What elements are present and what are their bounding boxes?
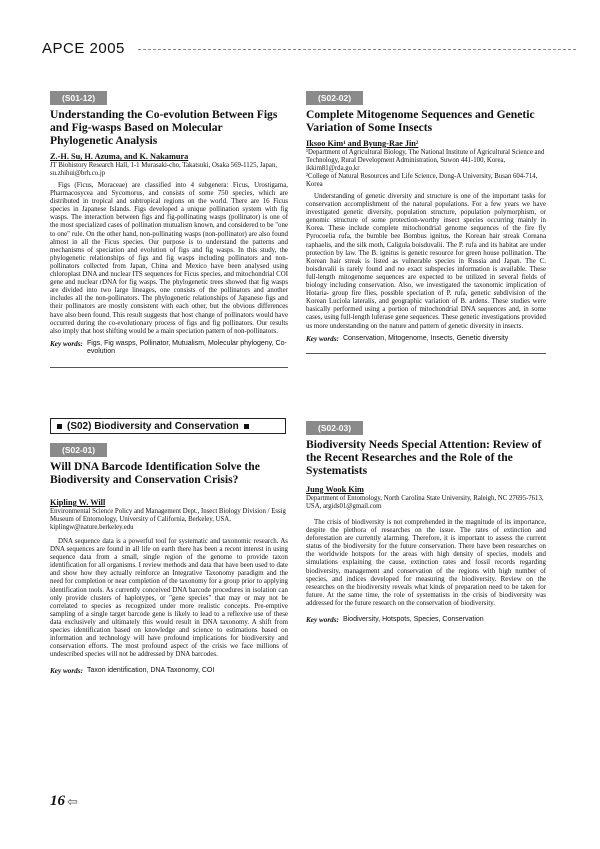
paper-code-badge: (S01-12)	[50, 91, 107, 105]
keywords-label: Key words:	[50, 339, 83, 348]
keywords-text: Biodiversity, Hotspots, Species, Conservation	[342, 616, 484, 624]
paper-affiliation: Department of Entomology, North Carolina State University, Raleigh, NC 27695-7613, USA, argids01@gmail.com	[306, 495, 544, 510]
paper-code-badge: (S02-03)	[306, 421, 363, 435]
bullet-square-icon	[244, 424, 249, 429]
paper-abstract: The crisis of biodiversity is not comprehended in the magnitude of its importance, despite the plethora of researches on the issue. The rates of extinction and deforestation are currently alarming. Therefore, it is important to assess the current status of the biodiversity for the future conservation. There have been researches on the worldwide hotspots for the areas with high density of species, models and simulations explaining the cause, extinction rates and fossil records regarding biodiversity, management and conservation of the regions with high number of species, and indices developed for measuring the biodiversity. Review on the researches on the biodiversity reveals what kinds of preparation need to be taken for future. At the same time, the role of systematists in the crisis of biodiversity was addressed for the future research on the conservation of biodiversity.	[306, 519, 546, 607]
paper-abstract: Figs (Ficus, Moraceae) are classified into 4 subgenera: Ficus, Urostigama, Pharmacosycea and Sycomorus, and consists of some 750 species, which are distributed in tropical and subtropical regions on the world. There are 16 Ficus species in Japanese Islands. Figs developed a unique pollination system with fig wasps. The interaction between figs and fig-pollinating wasps (pollinator) is one of the most specialized cases of pollination mutualism known, and considered to be "one to one" rule. On the other hand, non-pollinating wasps (non-pollinator) are also found almost in all the Ficus species. Our purpose is to understand the patterns and mechanisms of speciation and evolution of figs and fig wasps. In this study, the phylogenetic relationships of figs and fig wasps including pollinators and non-pollinators collected from Japan, China and Mexico have been analysed using chloroplast DNA and nuclear ITS sequences for Ficus species, and mitochondrial COI gene and nuclear rDNA for fig wasps. The phylogenetic trees showed that fig wasps are divided into two large lineages, one consists of the pollinators and another includes all the non-pollinators. The phylogenetic relationships of Japanese figs and their pollinators are mostly consistent with each other, but the obvious differences have also been found. This result suggests that host change of pollinators would have occurred during the co-evolutionary process of figs and fig pollinators. Our results also imply that host shifting would be a main speciation pattern of non-pollinators.	[50, 182, 288, 335]
paper-affiliation: JT Biohistory Research Hall, 1-1 Murasaki-cho, Takatsuki, Osaka 569-1125, Japan, su.zhihui@brh.co.jp	[50, 162, 278, 177]
paper-affiliation: Environmental Science Policy and Management Dept., Insect Biology Division / Essig Museum of Entomology, University of California, Berkeley, USA, kiplingw@nature.berkeley.edu	[50, 508, 286, 531]
paper-abstract: Understanding of genetic diversity and structure is one of the important tasks for conservation accomplishment of the natural populations. For a few years we have investigated genetic diversity, population structure, population polymorphism, or genomic structure of some protection-worthy insect species occurring mainly in Korea. These include complete mitochondrial genome sequences of the fire fly Pyrocoelia rufa, the bumble bee Bombus ignitus, the Korean hair streak Coreana raphaelis, and the silk moth, Caligula boisduvalii. The P. rufa and its habitat are under protection by law. The B. ignitus is genetic resource for green house pollination. The Korean hair streak is listed as vulnerable species in Russia and Japan. The C. boisduvalii is rarely found and no exact subspecies information is available. These full-length mitogenome sequences are expected to be utilized in several fields of biology including conservation. Also, we investigated the taxonomic implication of Hotaria- group fire flies, possible speciation of P. rufa, genetic subdivision of the Korean Luciola lateralis, and geographic variation of B. ardens. These studies were basically performed using a portion of mitochondrial DNA sequences and, in some cases, using full-length luferase gene sequences. These genetic investigations provided us more understanding on the nature and pattern of genetic diversity in insects.	[306, 193, 546, 330]
paper-authors: Iksoo Kim¹ and Byung-Rae Jin²	[306, 139, 419, 148]
paper-title: Biodiversity Needs Special Attention: Review of the Recent Researches and the Role of the Systematists	[306, 438, 542, 477]
session-heading	[50, 418, 286, 434]
running-header	[42, 40, 576, 60]
header-rule	[138, 49, 576, 50]
paper-s02-01	[50, 440, 288, 676]
paper-code-badge: (S02-01)	[50, 443, 107, 457]
section-divider	[306, 353, 546, 354]
paper-title: Complete Mitogenome Sequences and Genetic Variation of Some Insects	[306, 108, 535, 134]
keywords-label: Key words:	[50, 667, 83, 676]
keywords-text: Figs, Fig wasps, Pollinator, Mutualism, Molecular phylogeny, Co-evolution	[86, 339, 287, 356]
paper-s02-03	[306, 418, 546, 625]
keywords-text: Conservation, Mitogenome, Insects, Genetic diversity	[342, 334, 509, 342]
paper-keywords	[306, 335, 546, 344]
keywords-label: Key words:	[306, 616, 339, 625]
section-divider	[50, 367, 288, 368]
journal-title: APCE 2005	[42, 40, 125, 57]
paper-s02-02	[306, 88, 546, 354]
paper-abstract: DNA sequence data is a powerful tool for systematic and taxonomic research. As DNA sequences are found in all life on earth there has been a recent interest in using sequence data from a small, single region of the genome to provide taxon identification for all organisms. I review methods and data that have been used to date and show how they actually reinforce an Integrative Taxonomy paradigm and the need for completion or near completion of the taxonomy for a group prior to applying identification tools. As currently conceived DNA barcode procedures in isolation can only provide clusters of haplotypes, or "gene species" that may or may not be correlated to species as recognized under more realistic concepts. Pre-emptive sampling of a single target barcode gene is likely to lead to a reflexive use of these data exclusively and ultimately this would result in DNA taxonomy. A shift from species identification based on knowledge and science to estimations based on information and technology will have profound implications for biodiversity and conservation efforts. The most profound aspect of the crisis we face millions of undescribed species will not be addressed by DNA barcodes.	[50, 538, 288, 659]
session-label: (S02) Biodiversity and Conservation	[67, 420, 239, 432]
paper-title: Will DNA Barcode Identification Solve the Biodiversity and Conservation Crisis?	[50, 460, 260, 486]
page-number: 16	[50, 793, 65, 809]
keywords-text: Taxon identification, DNA Taxonomy, COI	[86, 667, 215, 675]
paper-authors: Z.-H. Su, H. Azuma, and K. Nakamura	[50, 152, 189, 161]
bullet-square-icon	[57, 424, 62, 429]
back-arrow-icon: ⇦	[67, 794, 78, 809]
paper-keywords	[306, 616, 546, 625]
keywords-label: Key words:	[306, 334, 339, 343]
paper-keywords	[50, 340, 288, 357]
paper-s01-12	[50, 88, 288, 368]
paper-title: Understanding the Co-evolution Between Figs and Fig-wasps Based on Molecular Phylogenetic Analysis	[50, 108, 278, 147]
paper-affiliation: ¹Department of Agricultural Biology, The National Institute of Agricultural Science and Technology, Rural Development Administration, Suwon 441-100, Korea, ikkim81@rda.go.kr ²College of Natural Resources and Life Science, Dong-A University, Busan 604-714, Korea	[306, 149, 545, 188]
paper-keywords	[50, 667, 288, 676]
paper-authors: Jung Wook Kim	[306, 485, 364, 494]
paper-code-badge: (S02-02)	[306, 91, 363, 105]
paper-authors: Kipling W. Will	[50, 498, 106, 507]
